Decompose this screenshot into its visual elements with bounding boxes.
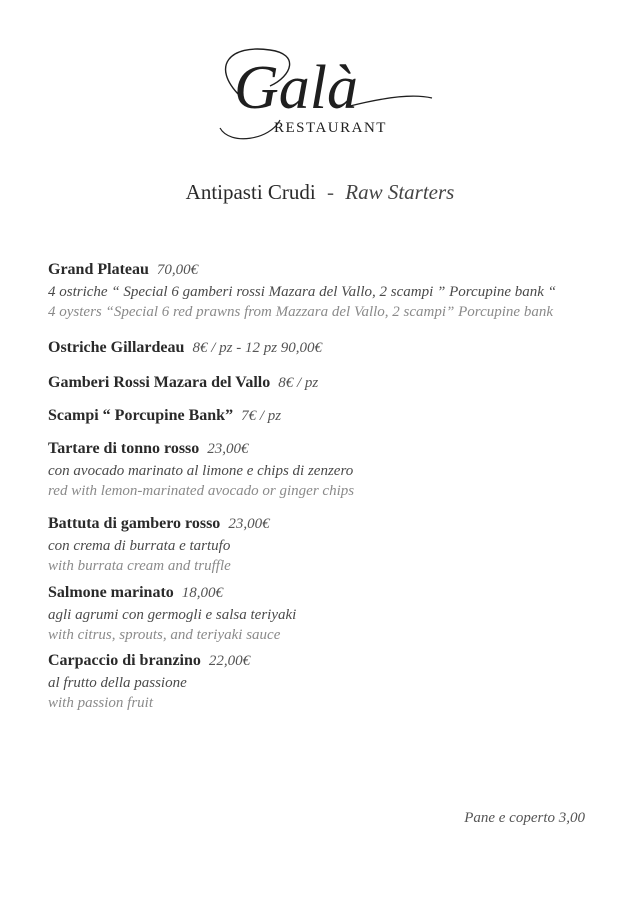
section-title [0,180,640,205]
menu-items [48,258,608,717]
logo-flourish-tail [350,96,432,106]
menu-item-name: Carpaccio di branzino [48,652,201,669]
menu-item-price: 70,00€ [156,262,199,278]
menu-item-desc-en: with burrata cream and truffle [48,558,231,574]
menu-item-desc-en: red with lemon-marinated avocado or ginger chips [48,483,355,499]
logo-script-text: Galà [234,54,358,122]
menu-item-price: 18,00€ [181,585,224,601]
menu-item-name: Ostriche Gillardeau [48,339,185,356]
restaurant-logo [200,36,440,146]
menu-item-price: 22,00€ [208,653,251,669]
menu-item-name: Salmone marinato [48,584,174,601]
menu-item-price: 23,00€ [228,516,270,532]
menu-item-price: 8€ / pz [278,375,319,391]
logo-graphic [200,36,440,146]
menu-item-desc-it: agli agrumi con germogli e salsa teriyaki [48,607,297,623]
menu-item [48,371,608,404]
menu-item-desc-it: con crema di burrata e tartufo [48,538,231,554]
menu-item-name: Battuta di gambero rosso [48,515,221,532]
menu-item-name: Gamberi Rossi Mazara del Vallo [48,374,271,391]
section-title-en: Raw Starters [345,180,455,204]
menu-item-desc-en: with passion fruit [48,695,154,711]
menu-item [48,512,608,581]
menu-item-price: 23,00€ [207,441,249,457]
menu-item-name: Tartare di tonno rosso [48,440,200,457]
menu-item [48,581,608,649]
menu-item-price: 7€ / pz [241,408,282,424]
section-title-separator: - [327,180,334,204]
logo-flourish-bottom [220,120,280,139]
menu-item-desc-it: con avocado marinato al limone e chips di zenzero [48,463,354,479]
menu-item-name: Grand Plateau [48,261,149,278]
cover-charge-note: Pane e coperto 3,00 [464,810,585,826]
menu-item [48,649,608,717]
menu-item-desc-en: with citrus, sprouts, and teriyaki sauce [48,627,281,643]
menu-item-name: Scampi “ Porcupine Bank” [48,407,234,424]
menu-item [48,404,608,437]
section-title-it: Antipasti Crudi [185,180,316,204]
menu-item [48,437,608,512]
menu-item-price: 8€ / pz - 12 pz 90,00€ [192,340,323,356]
menu-item-desc-it: 4 ostriche “ Special 6 gamberi rossi Mazara del Vallo, 2 scampi ” Porcupine bank “ [48,284,557,300]
logo-subtitle: RESTAURANT [274,120,387,136]
menu-item-desc-en: 4 oysters “Special 6 red prawns from Mazzara del Vallo, 2 scampi” Porcupine bank [48,304,553,320]
menu-item [48,336,608,371]
menu-item [48,258,608,336]
menu-item-desc-it: al frutto della passione [48,675,187,691]
